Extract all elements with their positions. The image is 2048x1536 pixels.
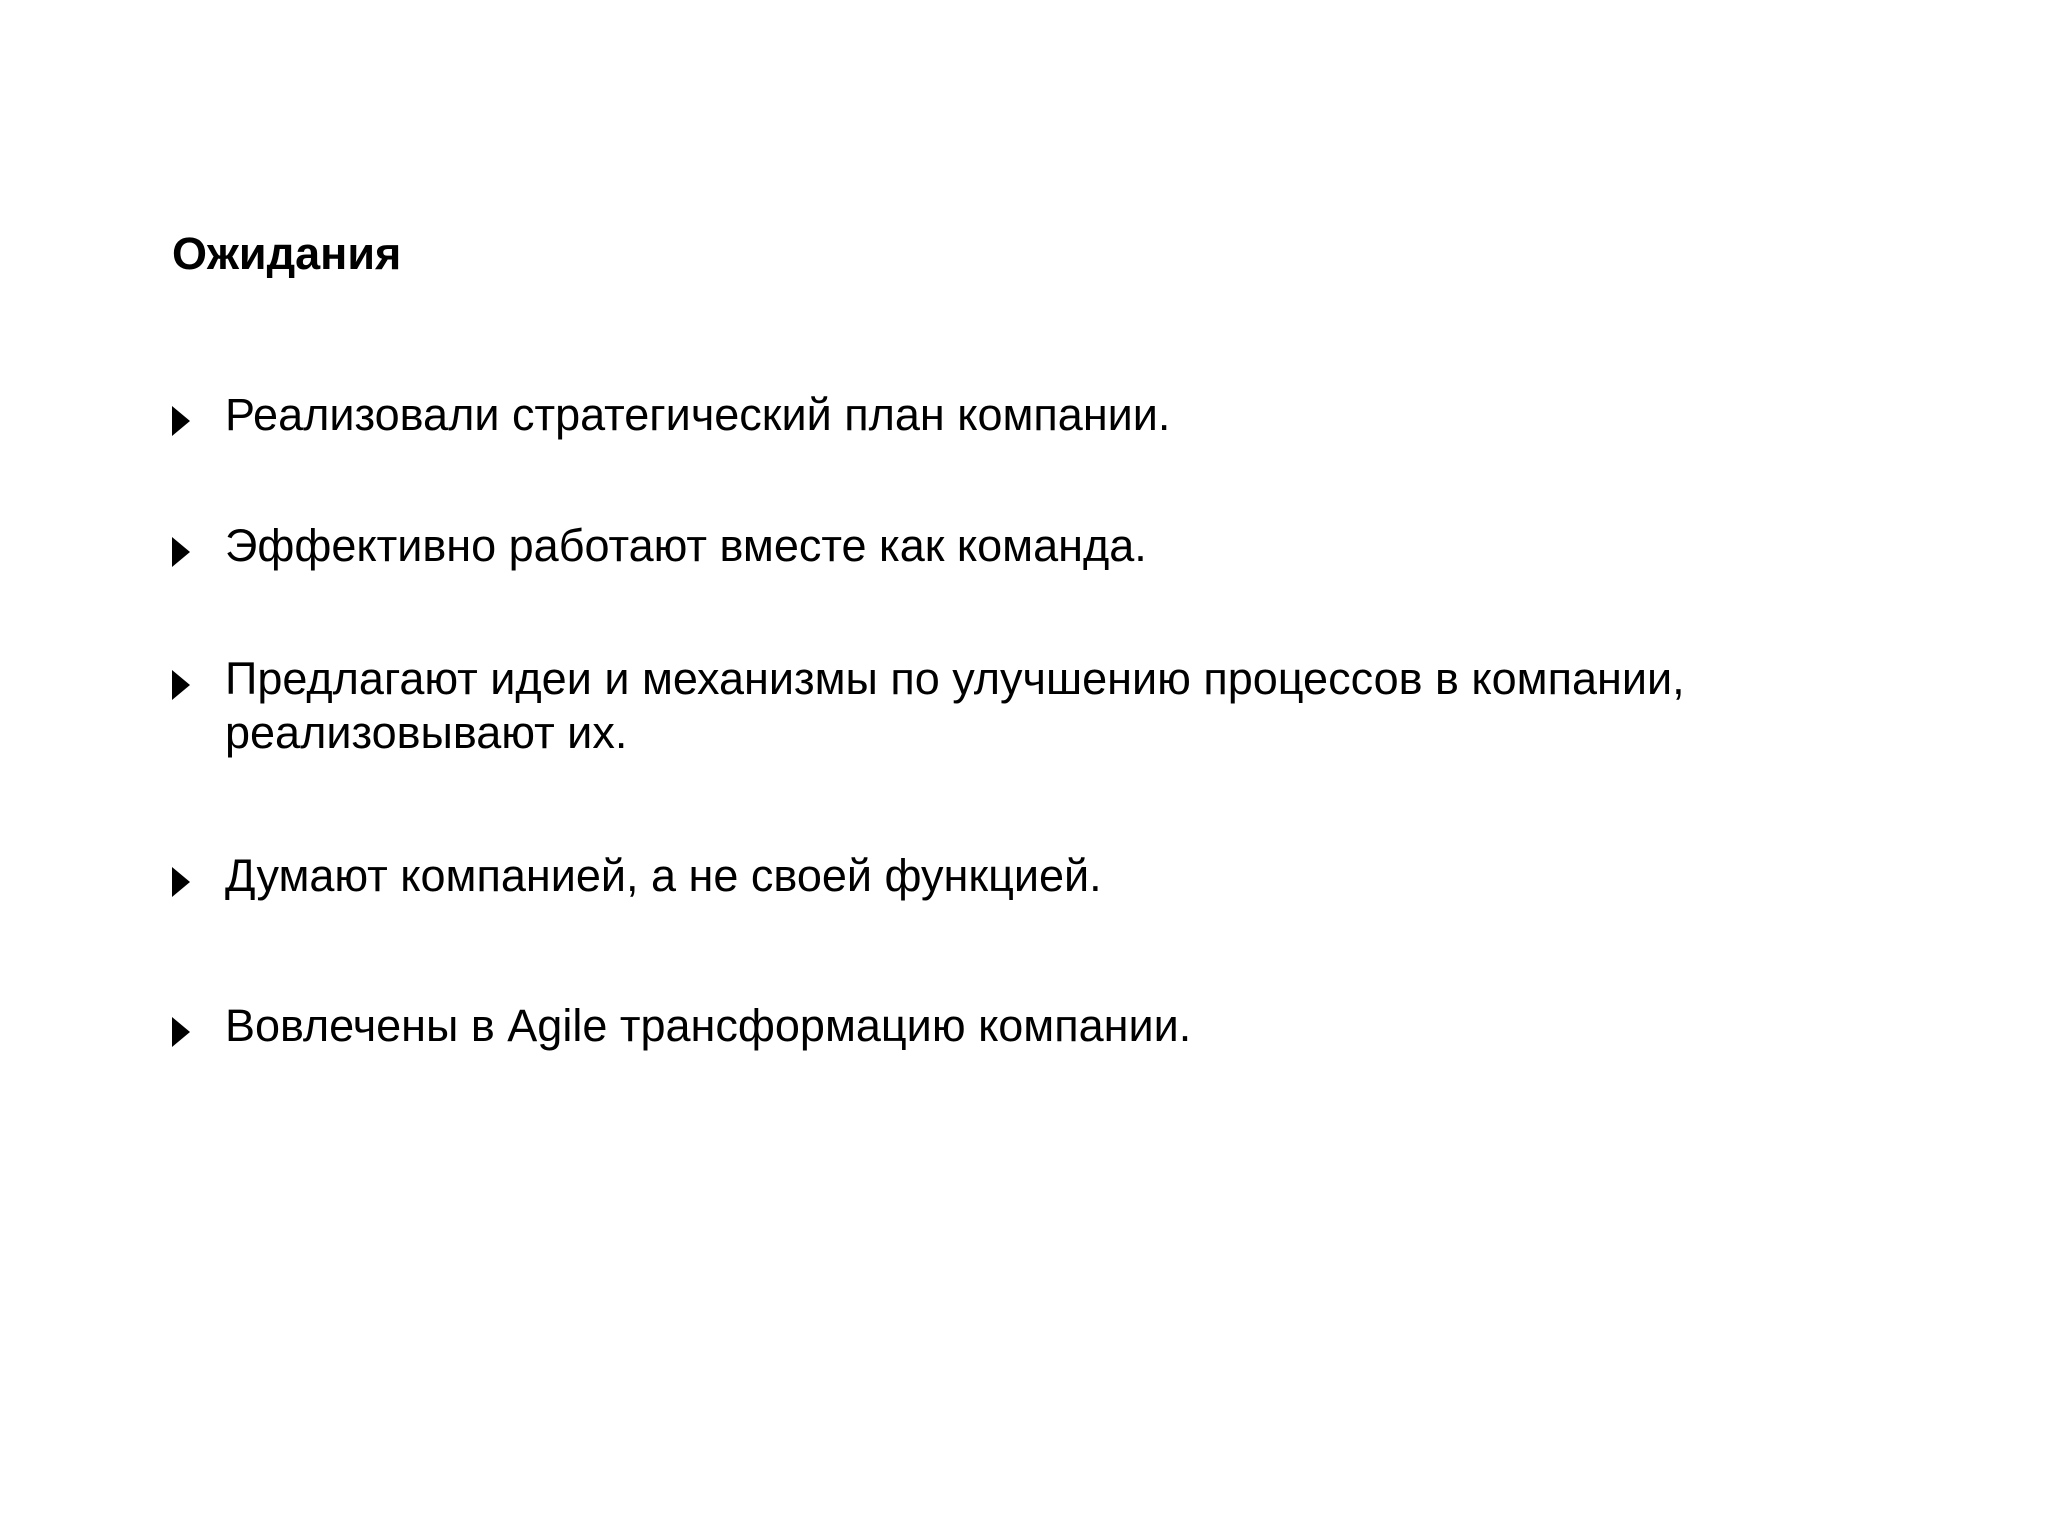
bullet-text: Реализовали стратегический план компании. <box>225 389 1171 440</box>
triangle-right-icon <box>172 670 190 700</box>
triangle-right-icon <box>172 406 190 436</box>
bullet-text: Думают компанией, а не своей функцией. <box>225 850 1102 901</box>
triangle-right-icon <box>172 867 190 897</box>
bullet-text: Вовлечены в Agile трансформацию компании. <box>225 1000 1192 1051</box>
bullet-text: Эффективно работают вместе как команда. <box>225 520 1147 571</box>
triangle-right-icon <box>172 537 190 567</box>
triangle-right-icon <box>172 1017 190 1047</box>
bullet-text: Предлагают идеи и механизмы по улучшению процессов в компании, реализовывают их. <box>225 653 1685 758</box>
slide-title: Ожидания <box>172 228 402 279</box>
